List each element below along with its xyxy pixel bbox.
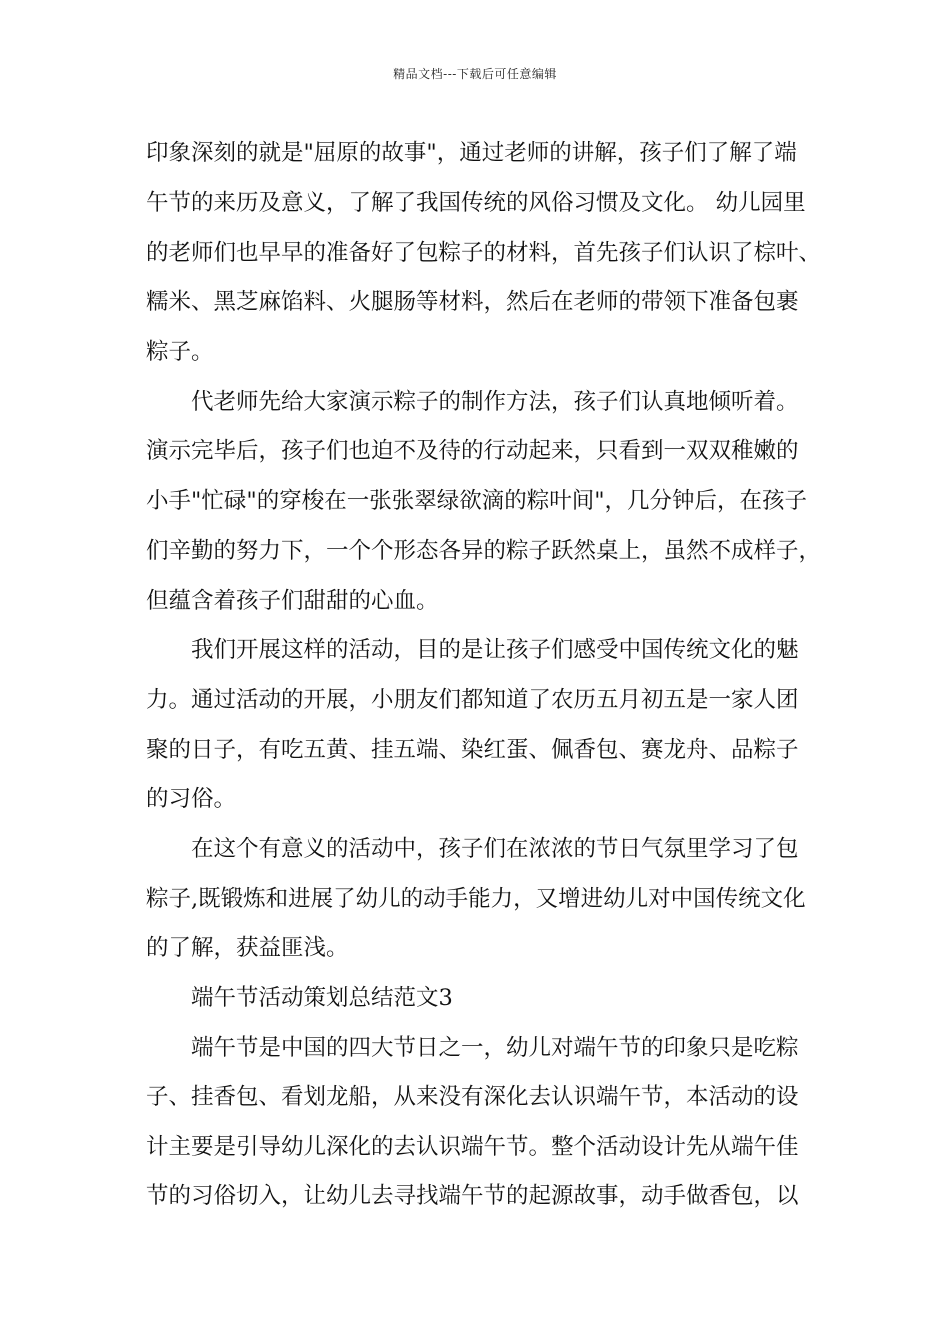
body-line: 的了解，获益匪浅。 bbox=[146, 935, 349, 961]
body-line: 力。通过活动的开展，小朋友们都知道了农历五月初五是一家人团 bbox=[146, 687, 799, 713]
body-line: 粽子。 bbox=[146, 339, 214, 365]
paragraph-first-line: 端午节是中国的四大节日之一，幼儿对端午节的印象只是吃粽 bbox=[191, 1035, 799, 1061]
body-line: 们辛勤的努力下，一个个形态各异的粽子跃然桌上，虽然不成样子， bbox=[146, 538, 822, 564]
body-line: 印象深刻的就是"屈原的故事"，通过老师的讲解，孩子们了解了端 bbox=[146, 140, 797, 166]
body-line: 糯米、黑芝麻馅料、火腿肠等材料，然后在老师的带领下准备包裹 bbox=[146, 289, 799, 315]
body-line: 的老师们也早早的准备好了包粽子的材料，首先孩子们认识了棕叶、 bbox=[146, 240, 822, 266]
page-header: 精品文档---下载后可任意编辑 bbox=[393, 67, 557, 81]
body-line: 的习俗。 bbox=[146, 786, 237, 812]
body-line: 子、挂香包、看划龙船，从来没有深化去认识端午节，本活动的设 bbox=[146, 1084, 799, 1110]
body-line: 小手"忙碌"的穿梭在一张张翠绿欲滴的粽叶间"，几分钟后，在孩子 bbox=[146, 488, 808, 514]
paragraph-first-line: 在这个有意义的活动中，孩子们在浓浓的节日气氛里学习了包 bbox=[191, 836, 799, 862]
body-line: 计主要是引导幼儿深化的去认识端午节。整个活动设计先从端午佳 bbox=[146, 1134, 799, 1160]
body-line: 聚的日子，有吃五黄、挂五端、染红蛋、佩香包、赛龙舟、品粽子 bbox=[146, 737, 799, 763]
body-line: 演示完毕后，孩子们也迫不及待的行动起来，只看到一双双稚嫩的 bbox=[146, 438, 799, 464]
body-line: 午节的来历及意义，了解了我国传统的风俗习惯及文化。 幼儿园里 bbox=[146, 190, 806, 216]
paragraph-first-line: 我们开展这样的活动，目的是让孩子们感受中国传统文化的魅 bbox=[191, 637, 799, 663]
body-line: 但蕴含着孩子们甜甜的心血。 bbox=[146, 588, 439, 614]
paragraph-first-line: 代老师先给大家演示粽子的制作方法，孩子们认真地倾听着。 bbox=[191, 389, 799, 415]
body-line: 节的习俗切入，让幼儿去寻找端午节的起源故事，动手做香包，以 bbox=[146, 1183, 799, 1209]
body-line: 粽子,既锻炼和进展了幼儿的动手能力，又增进幼儿对中国传统文化 bbox=[146, 886, 806, 912]
section-heading: 端午节活动策划总结范文3 bbox=[191, 985, 453, 1011]
